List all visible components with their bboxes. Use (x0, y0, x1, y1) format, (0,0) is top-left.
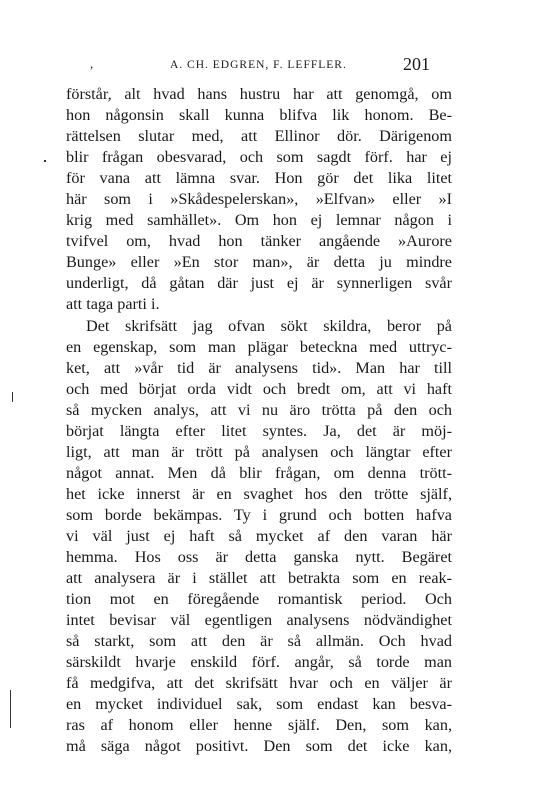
text-line: en egenskap, som man plägar beteckna med uttryc- (66, 337, 452, 356)
page-number: 201 (403, 54, 430, 74)
text-line: förstår, alt hvad hans hustru har att genomgå, om (66, 85, 452, 103)
text-line: att taga parti i. (66, 295, 160, 314)
text-line: tvifvel om, hvad hon tänker angående »Aurore (66, 232, 452, 251)
text-line: särskildt hvarje enskild förf. angår, så torde man (66, 653, 452, 672)
running-head: A. CH. EDGREN, F. LEFFLER. (170, 59, 347, 71)
text-line: underligt, då gåtan där just ej är synnerligen svår (66, 274, 452, 293)
text-line: så starkt, som att den är så allmän. Och hvad (66, 632, 452, 651)
text-line: för vana att lämna svar. Hon gör det lika litet (66, 169, 452, 188)
printer-mark: , (90, 56, 94, 71)
text-line: börjat längta efter litet syntes. Ja, det är möj- (66, 421, 452, 440)
text-line: tion mot en föregående romantisk period. Och (66, 590, 452, 609)
text-line: het icke innerst är en svaghet hos den trötte själf, (66, 484, 452, 503)
text-line: här som i »Skådespelerskan», »Elfvan» eller »I (66, 190, 452, 209)
text-line: ras af honom eller henne själf. Den, som kan, (66, 716, 452, 735)
text-line: och med börjat orda vidt och bredt om, att vi haft (66, 379, 452, 398)
text-line: få medgifva, att det skrifsätt hvar och en väljer är (66, 674, 452, 693)
text-line: krig med samhället». Om hon ej lemnar någon i (66, 211, 452, 230)
margin-speck (44, 160, 46, 162)
text-line: en mycket individuel sak, som endast kan besva- (66, 695, 452, 714)
text-line: må säga något positivt. Den som det icke kan, (66, 737, 452, 756)
text-line: som borde bekämpas. Ty i grund och botten hafva (66, 505, 452, 524)
text-line: intet bevisar väl egentligen analysens nödvändighet (66, 611, 452, 630)
page-header (66, 54, 430, 78)
text-line: så mycken analys, att vi nu äro trötta på den och (66, 400, 452, 419)
text-line: något annat. Men då blir frågan, om denna trött- (66, 463, 452, 482)
paragraph (66, 316, 452, 758)
text-line: att analysera är i stället att betrakta som en reak- (66, 569, 452, 588)
text-line: Det skrifsätt jag ofvan sökt skildra, beror på (86, 316, 452, 335)
text-line: ket, att »vår tid är analysens tid». Man har till (66, 358, 452, 377)
text-line: Bunge» eller »En stor man», är detta ju mindre (66, 253, 452, 272)
margin-line-mark (12, 392, 13, 402)
text-line: blir frågan obesvarad, och som sagdt förf. har ej (66, 148, 452, 167)
text-line: ligt, att man är trött på analysen och längtar efter (66, 442, 452, 461)
margin-line-mark (10, 690, 11, 728)
text-line: rättelsen slutar med, att Ellinor dör. Därigenom (66, 127, 452, 146)
text-line: hemma. Hos oss är detta ganska nytt. Begäret (66, 548, 452, 567)
text-line: vi väl just ej haft så mycket af den varan här (66, 526, 452, 545)
paragraph (66, 84, 452, 316)
body-text (66, 84, 452, 758)
text-line: hon någonsin skall kunna blifva lik honom. Be- (66, 106, 452, 125)
